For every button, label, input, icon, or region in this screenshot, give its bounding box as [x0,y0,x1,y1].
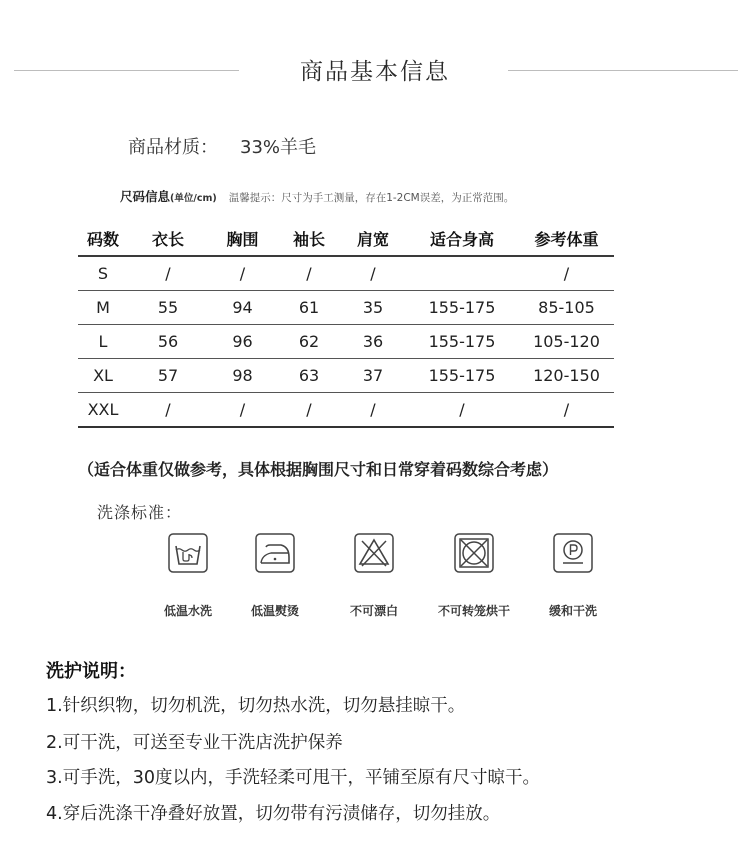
table-cell: / [519,256,614,291]
table-cell: L [78,325,128,359]
table-cell: / [277,256,341,291]
size-info-label: 尺码信息 [120,189,171,204]
material-row [128,133,316,159]
column-header: 肩宽 [341,221,405,256]
wash-label: 低温熨烫 [250,604,299,618]
table-cell: / [208,256,277,291]
no-bleach-icon [354,533,394,573]
table-cell: 94 [208,291,277,325]
care-item: 2.可干洗，可送至专业干洗店洗护保养 [46,733,343,753]
table-cell: 55 [128,291,208,325]
table-cell: 85-105 [519,291,614,325]
table-row [78,359,614,393]
table-cell: / [341,393,405,428]
table-cell: S [78,256,128,291]
page-title: 商品基本信息 [300,59,450,85]
wash-label: 缓和干洗 [548,604,597,618]
table-cell: XL [78,359,128,393]
care-item: 3.可手洗，30度以内，手洗轻柔可甩干，平铺至原有尺寸晾干。 [46,768,540,788]
table-cell: / [277,393,341,428]
wash-label: 低温水洗 [163,604,212,618]
table-cell: 155-175 [405,291,519,325]
table-row [78,393,614,428]
table-cell: / [519,393,614,428]
size-table [78,221,614,428]
column-header: 参考体重 [519,221,614,256]
material-value: 33%羊毛 [240,137,317,158]
table-cell: 96 [208,325,277,359]
table-cell: 61 [277,291,341,325]
table-header-row [78,221,614,256]
table-cell: 56 [128,325,208,359]
table-cell: / [128,393,208,428]
low-temp-iron-icon [255,533,295,573]
table-cell: 62 [277,325,341,359]
column-header: 胸围 [208,221,277,256]
column-header: 袖长 [277,221,341,256]
table-cell: 98 [208,359,277,393]
table-cell: XXL [78,393,128,428]
table-cell: / [128,256,208,291]
low-temp-wash-icon [168,533,208,573]
table-cell: 57 [128,359,208,393]
material-label: 商品材质： [128,137,218,158]
care-item: 4.穿后洗涤干净叠好放置，切勿带有污渍储存，切勿挂放。 [46,804,501,824]
table-cell: 155-175 [405,359,519,393]
size-info-line [120,187,514,205]
wash-label: 不可转笼烘干 [437,604,510,618]
table-cell: / [341,256,405,291]
table-cell: 35 [341,291,405,325]
table-cell: M [78,291,128,325]
table-cell: / [208,393,277,428]
size-info-tip: 温馨提示：尺寸为手工测量，存在1-2CM误差，为正常范围。 [228,192,515,204]
table-cell: 155-175 [405,325,519,359]
column-header: 码数 [78,221,128,256]
table-cell [405,256,519,291]
column-header: 衣长 [128,221,208,256]
table-cell: 105-120 [519,325,614,359]
reference-note: （适合体重仅做参考，具体根据胸围尺寸和日常穿着码数综合考虑） [78,460,559,479]
table-cell: 120-150 [519,359,614,393]
table-row [78,325,614,359]
table-cell: 36 [341,325,405,359]
column-header: 适合身高 [405,221,519,256]
table-row [78,291,614,325]
wash-label: 不可漂白 [349,604,398,618]
table-cell: / [405,393,519,428]
table-row [78,256,614,291]
gentle-dry-clean-icon [553,533,593,573]
care-item: 1.针织织物，切勿机洗，切勿热水洗，切勿悬挂晾干。 [46,696,466,716]
no-tumble-dry-icon [454,533,494,573]
care-title: 洗护说明： [46,661,136,682]
size-info-unit: (单位/cm) [170,193,217,204]
table-cell: 37 [341,359,405,393]
wash-standard-title: 洗涤标准： [97,503,183,522]
table-cell: 63 [277,359,341,393]
